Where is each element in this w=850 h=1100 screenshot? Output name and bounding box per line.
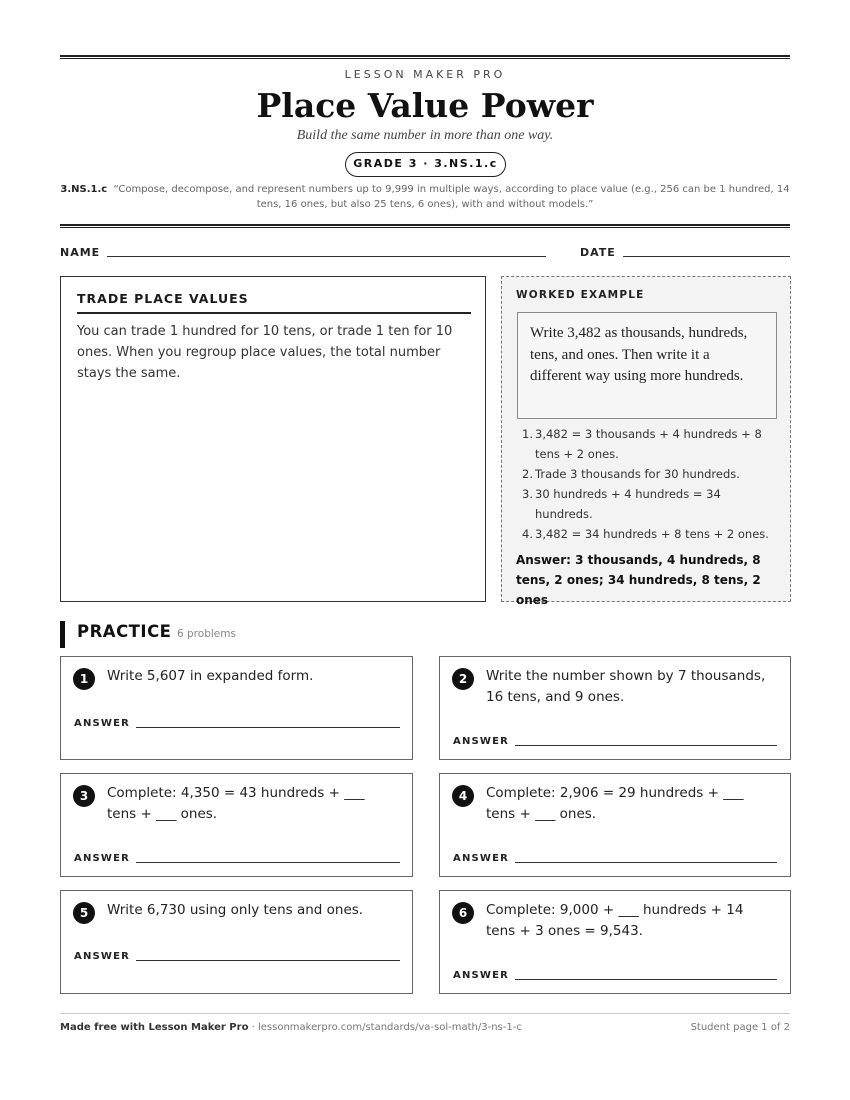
concept-heading: TRADE PLACE VALUES <box>77 291 471 314</box>
brand-name: LESSON MAKER PRO <box>344 68 506 81</box>
problem-text: Write 6,730 using only tens and ones. <box>107 902 364 918</box>
answer-field[interactable] <box>136 727 400 728</box>
footer-rule <box>60 1013 790 1014</box>
answer-label: ANSWER <box>453 970 510 981</box>
footer-page-number: Student page 1 of 2 <box>690 1022 790 1033</box>
step-item: 2. Trade 3 thousands for 30 hundreds. <box>522 467 740 481</box>
problem-text: Write 5,607 in expanded form. <box>107 668 314 684</box>
practice-accent-bar <box>60 621 65 648</box>
answer-label: ANSWER <box>74 718 131 729</box>
problem-text: Complete: 2,906 = 29 hundreds + ___ tens + ___ ones. <box>486 785 744 822</box>
problem-text: Write the number shown by 7 thousands, 16 tens, and 9 ones. <box>486 668 766 705</box>
answer-label: ANSWER <box>74 951 131 962</box>
problem-number-badge: 6 <box>452 902 474 924</box>
standard-text: “Compose, decompose, and represent numbers up to 9,999 in multiple ways, according to place value (e.g., 256 can be 1 hundred, 14 tens, 16 ones, but also 25 tens, 6 ones), with and without models.” <box>113 184 790 210</box>
grade-badge: GRADE 3 · 3.NS.1.c <box>345 152 506 177</box>
practice-count: 6 problems <box>177 628 236 640</box>
top-rule <box>60 55 790 59</box>
header-bottom-rule <box>60 224 790 228</box>
answer-field[interactable] <box>515 862 777 863</box>
problem-number-badge: 4 <box>452 785 474 807</box>
problem-text: Complete: 4,350 = 43 hundreds + ___ tens + ___ ones. <box>107 785 365 822</box>
worked-example-problem: Write 3,482 as thousands, hundreds, tens, and ones. Then write it a different way using more hundreds. <box>517 312 777 419</box>
step-item: 1. 3,482 = 3 thousands + 4 hundreds + 8 tens + 2 ones. <box>522 427 762 461</box>
answer-field[interactable] <box>515 979 777 980</box>
problem-number-badge: 1 <box>73 668 95 690</box>
answer-label: ANSWER <box>74 853 131 864</box>
name-label: NAME <box>60 246 101 259</box>
concept-body: You can trade 1 hundred for 10 tens, or trade 1 ten for 10 ones. When you regroup place values, the total number stays the same. <box>77 324 453 381</box>
step-item: 3. 30 hundreds + 4 hundreds = 34 hundreds. <box>522 487 721 521</box>
practice-problem-4 <box>439 773 791 877</box>
date-label: DATE <box>580 246 616 259</box>
problem-number-badge: 2 <box>452 668 474 690</box>
worked-example-steps <box>522 424 782 544</box>
problem-number-badge: 3 <box>73 785 95 807</box>
name-field[interactable] <box>107 256 546 257</box>
answer-field[interactable] <box>515 745 777 746</box>
concept-box <box>60 276 486 602</box>
worked-example-heading: WORKED EXAMPLE <box>516 289 645 301</box>
worked-example-answer: Answer: 3 thousands, 4 hundreds, 8 tens, 2 ones; 34 hundreds, 8 tens, 2 ones <box>516 553 761 607</box>
answer-field[interactable] <box>136 960 400 961</box>
practice-problem-5 <box>60 890 413 994</box>
page-title: Place Value Power <box>256 86 594 125</box>
practice-heading: PRACTICE <box>77 622 172 641</box>
step-item: 4. 3,482 = 34 hundreds + 8 tens + 2 ones. <box>522 527 769 541</box>
footer-made-with: Made free with Lesson Maker Pro <box>60 1022 249 1033</box>
worked-example-box <box>501 276 791 607</box>
answer-field[interactable] <box>136 862 400 863</box>
standard-description <box>60 182 790 212</box>
footer-credit <box>60 1022 522 1033</box>
page-subtitle: Build the same number in more than one way. <box>296 128 554 143</box>
standard-code: 3.NS.1.c <box>60 184 108 195</box>
answer-label: ANSWER <box>453 853 510 864</box>
practice-problem-2 <box>439 656 791 760</box>
date-field[interactable] <box>623 256 790 257</box>
problem-text: Complete: 9,000 + ___ hundreds + 14 tens + 3 ones = 9,543. <box>486 902 744 939</box>
problem-number-badge: 5 <box>73 902 95 924</box>
practice-problem-1 <box>60 656 413 760</box>
answer-label: ANSWER <box>453 736 510 747</box>
practice-problem-6 <box>439 890 791 994</box>
practice-problem-3 <box>60 773 413 877</box>
footer-url[interactable]: · lessonmakerpro.com/standards/va-sol-math/3-ns-1-c <box>248 1022 522 1033</box>
